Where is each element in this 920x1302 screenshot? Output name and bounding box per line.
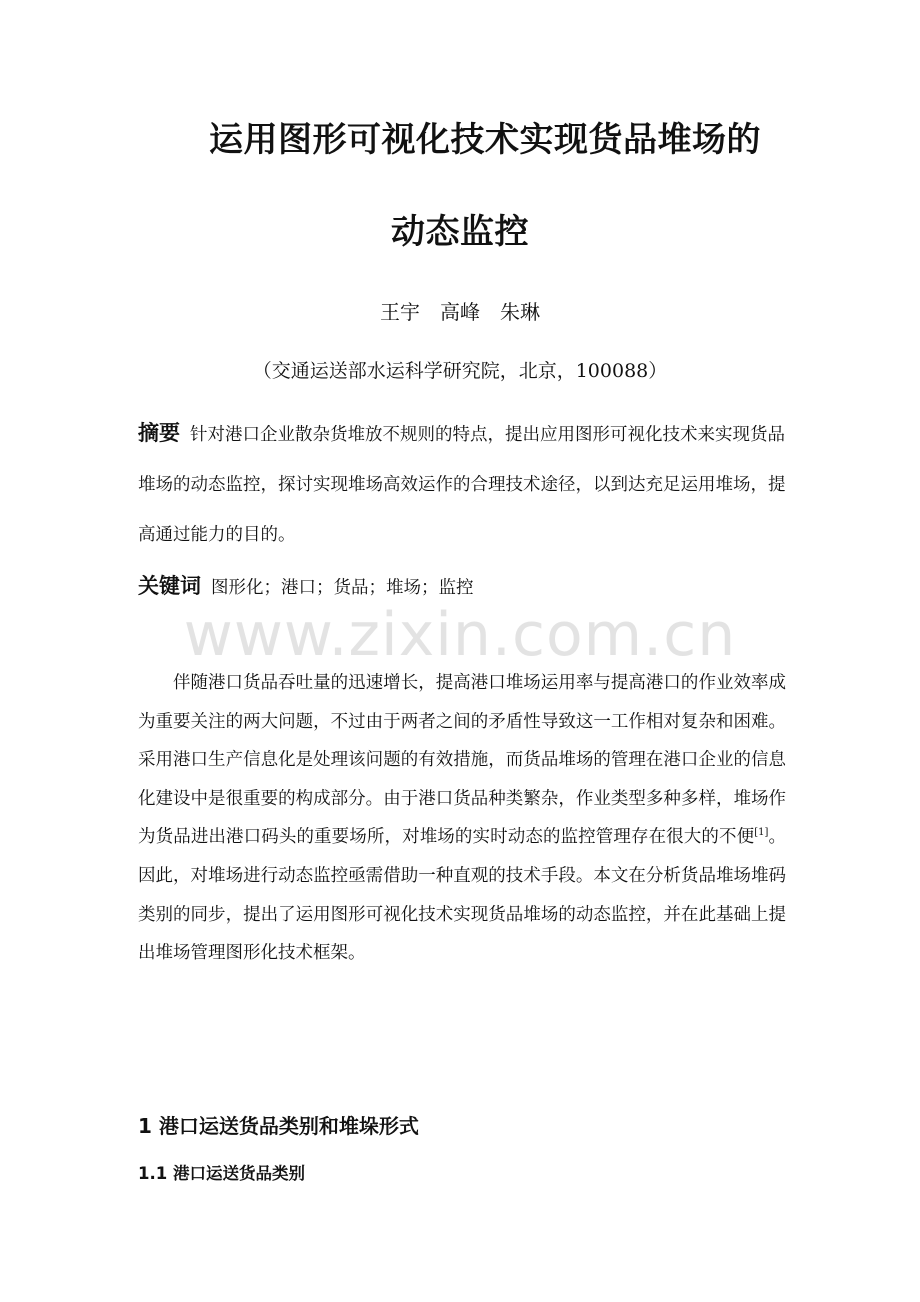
keywords-text: 图形化；港口；货品；堆场；监控 — [211, 578, 474, 598]
abstract-label: 摘要 — [138, 421, 180, 445]
abstract — [138, 408, 790, 560]
intro-text-part-2: 。因此，对堆场进行动态监控亟需借助一种直观的技术手段。本文在分析货品堆场堆码类别的同步，提出了运用图形可视化技术实现货品堆场的动态监控，并在此基础上提出堆场管理图形化技术框架。 — [138, 827, 786, 964]
intro-paragraph — [138, 664, 786, 973]
intro-text-part-1: 伴随港口货品吞吐量的迅速增长，提高港口堆场运用率与提高港口的作业效率成为重要关注的两大问题，不过由于两者之间的矛盾性导致这一工作相对复杂和困难。采用港口生产信息化是处理该问题的有效措施，而货品堆场的管理在港口企业的信息化建设中是很重要的构成部分。由于港口货品种类繁杂，作业类型多种多样，堆场作为货品进出港口码头的重要场所，对堆场的实时动态的监控管理存在很大的不便 — [138, 673, 786, 848]
paper-title-line-1: 运用图形可视化技术实现货品堆场的 — [209, 120, 761, 160]
paper-title-line-2: 动态监控 — [391, 212, 529, 252]
section-heading-1-1: 1.1 港口运送货品类别 — [138, 1164, 305, 1183]
watermark: www.zixin.com.cn — [183, 600, 737, 670]
author-list: 王宇 高峰 朱琳 — [380, 300, 540, 324]
keywords-label: 关键词 — [138, 574, 201, 598]
abstract-text: 针对港口企业散杂货堆放不规则的特点，提出应用图形可视化技术来实现货品堆场的动态监控，探讨实现堆场高效运作的合理技术途径，以到达充足运用堆场，提高通过能力的目的。 — [138, 425, 786, 545]
affiliation: （交通运送部水运科学研究院，北京，100088） — [252, 360, 668, 382]
citation-marker: [1] — [754, 827, 769, 839]
section-heading-1: 1 港口运送货品类别和堆垛形式 — [138, 1114, 419, 1138]
